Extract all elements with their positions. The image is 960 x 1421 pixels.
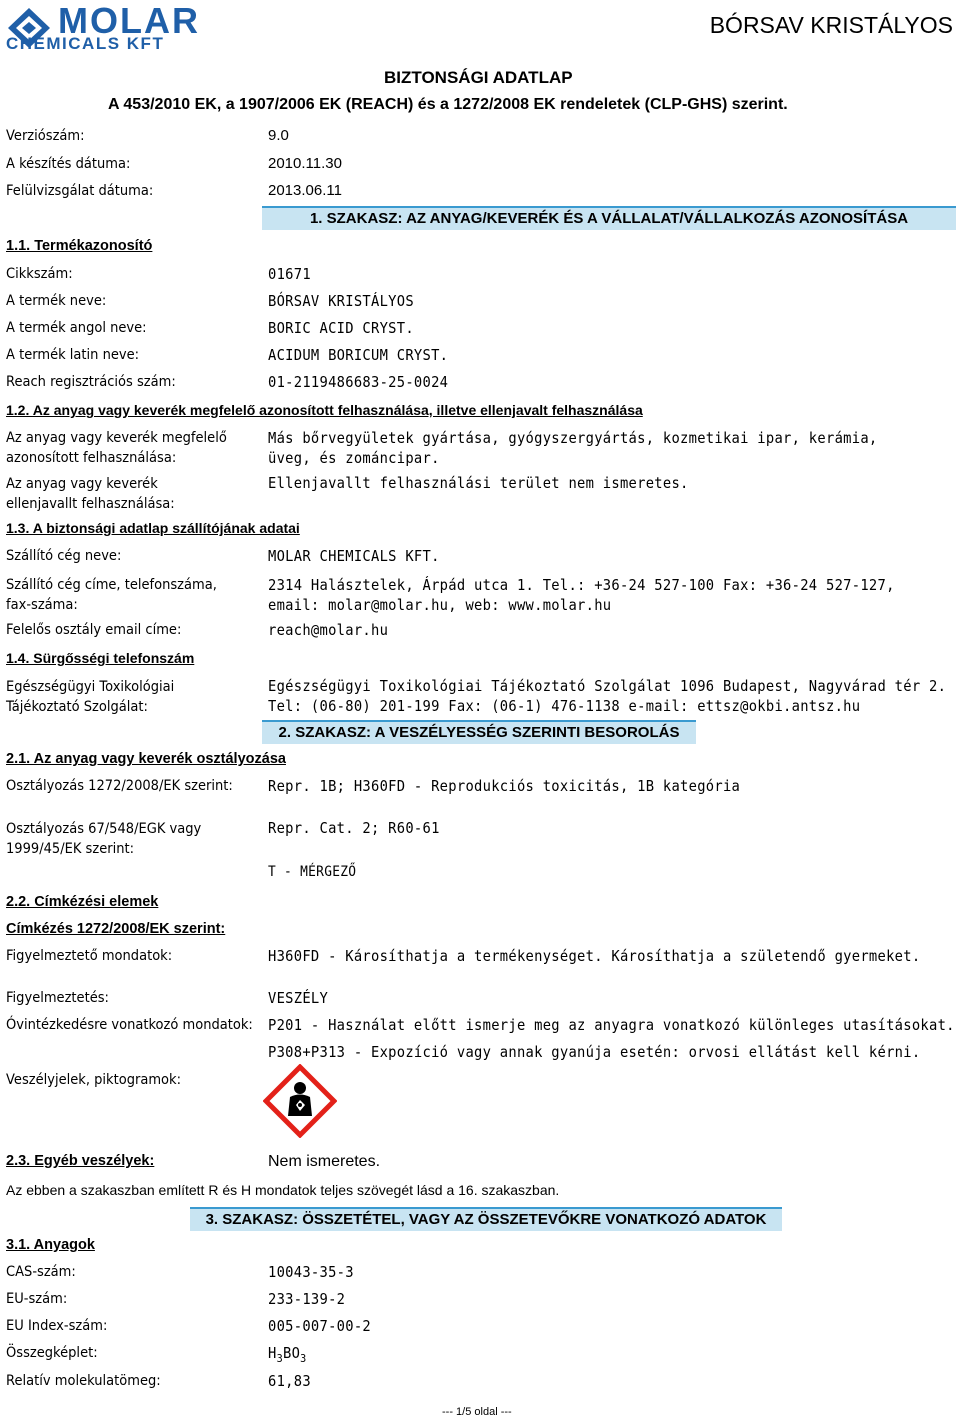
hazard-statements-label: Figyelmeztető mondatok: [6, 948, 173, 964]
product-name-value: BÓRSAV KRISTÁLYOS [268, 292, 414, 310]
emergency-value-line-2: Tel: (06-80) 201-199 Fax: (06-1) 476-1138 e-mail: ettsz@okbi.antsz.hu [268, 697, 861, 715]
logo-name: MOLAR [58, 0, 200, 41]
item-number-label: Cikkszám: [6, 266, 73, 282]
section-2-3-heading: 2.3. Egyéb veszélyek: [6, 1153, 155, 1169]
section-2-2-heading: 2.2. Címkézési elemek [6, 894, 159, 910]
section-1-4-heading: 1.4. Sürgősségi telefonszám [6, 650, 195, 666]
identified-use-label: Az anyag vagy keverék megfelelő azonosított felhasználása: [6, 430, 227, 466]
molecular-weight-value: 61,83 [268, 1372, 311, 1390]
version-value: 9.0 [268, 127, 289, 144]
contraindicated-use-label: Az anyag vagy keverék ellenjavallt felhasználása: [6, 476, 175, 512]
precautionary-statement-2: P308+P313 - Expozíció vagy annak gyanúja esetén: orvosi ellátást kell kérni. [268, 1043, 921, 1061]
supplier-address-value: 2314 Halásztelek, Árpád utca 1. Tel.: +36-24 527-100 Fax: +36-24 527-127, email: molar@molar.hu, web: www.molar.hu [268, 576, 895, 614]
precautionary-statements-label: Óvintézkedésre vonatkozó mondatok: [6, 1017, 253, 1033]
molecular-weight-label: Relatív molekulatömeg: [6, 1373, 161, 1389]
health-hazard-ghs08-icon [263, 1064, 337, 1138]
created-date-label: A készítés dátuma: [6, 156, 131, 172]
eu-number-value: 233-139-2 [268, 1290, 346, 1308]
supplier-name-value: MOLAR CHEMICALS KFT. [268, 547, 440, 565]
other-hazards-value: Nem ismeretes. [268, 1153, 381, 1170]
formula-h: H [268, 1344, 277, 1362]
formula-label: Összegképlet: [6, 1345, 98, 1361]
company-logo [6, 0, 226, 53]
section-1-2-heading: 1.2. Az anyag vagy keverék megfelelő azonosított felhasználása, illetve ellenjavalt felhasználása [6, 402, 643, 418]
clp-classification-label: Osztályozás 1272/2008/EK szerint: [6, 778, 233, 794]
clp-labelling-subheading: Címkézés 1272/2008/EK szerint: [6, 921, 226, 937]
clp-classification-value: Repr. 1B; H360FD - Reprodukciós toxicitás, 1B kategória [268, 777, 741, 795]
contraindicated-use-value: Ellenjavallt felhasználási terület nem ismeretes. [268, 474, 689, 492]
responsible-email-label: Felelős osztály email címe: [6, 622, 182, 638]
section-1-header: 1. SZAKASZ: AZ ANYAG/KEVERÉK ÉS A VÁLLALAT/VÁLLALKOZÁS AZONOSÍTÁSA [262, 206, 956, 230]
product-name-label: A termék neve: [6, 293, 107, 309]
english-name-label: A termék angol neve: [6, 320, 147, 336]
item-number-value: 01671 [268, 265, 311, 283]
section-3-1-heading: 3.1. Anyagok [6, 1237, 95, 1253]
supplier-name-label: Szállító cég neve: [6, 548, 122, 564]
page-footer: --- 1/5 oldal --- [442, 1406, 512, 1418]
revision-date-label: Felülvizsgálat dátuma: [6, 183, 154, 199]
reach-number-label: Reach regisztrációs szám: [6, 374, 176, 390]
created-date-value: 2010.11.30 [268, 155, 342, 172]
reach-number-value: 01-2119486683-25-0024 [268, 373, 449, 391]
formula-value [268, 1344, 307, 1365]
eu-index-number-value: 005-007-00-2 [268, 1317, 372, 1335]
section-1-3-heading: 1.3. A biztonsági adatlap szállítójának adatai [6, 520, 300, 536]
eu-index-number-label: EU Index-szám: [6, 1318, 108, 1334]
hazard-statements-value: H360FD - Károsíthatja a termékenységet. Károsíthatja a születendő gyermeket. [268, 947, 921, 965]
supplier-address-label: Szállító cég címe, telefonszáma, fax-száma: [6, 577, 217, 613]
emergency-value-line-1: Egészségügyi Toxikológiai Tájékoztató Szolgálat 1096 Budapest, Nagyvárad tér 2. [268, 677, 947, 695]
signal-word-label: Figyelmeztetés: [6, 990, 109, 1006]
english-name-value: BORIC ACID CRYST. [268, 319, 414, 337]
section-2-1-heading: 2.1. Az anyag vagy keverék osztályozása [6, 751, 286, 767]
section-2-header: 2. SZAKASZ: A VESZÉLYESSÉG SZERINTI BESOROLÁS [262, 720, 696, 744]
emergency-label: Egészségügyi Toxikológiai Tájékoztató Szolgálat: [6, 679, 175, 715]
document-subtitle: A 453/2010 EK, a 1907/2006 EK (REACH) és a 1272/2008 EK rendeletek (CLP-GHS) szerint. [108, 96, 788, 113]
cas-number-label: CAS-szám: [6, 1264, 76, 1280]
precautionary-statement-1: P201 - Használat előtt ismerje meg az anyagra vonatkozó különleges utasításokat. [268, 1016, 955, 1034]
formula-o-subscript: 3 [300, 1352, 307, 1365]
identified-use-value: Más bőrvegyületek gyártása, gyógyszergyártás, kozmetikai ipar, kerámia, üveg, és zománcipar. [268, 429, 878, 467]
logo-subtitle: CHEMICALS KFT [6, 34, 165, 53]
latin-name-value: ACIDUM BORICUM CRYST. [268, 346, 449, 364]
eu-number-label: EU-szám: [6, 1291, 68, 1307]
dsd-classification-label: Osztályozás 67/548/EGK vagy 1999/45/EK szerint: [6, 821, 202, 857]
pictograms-label: Veszélyjelek, piktogramok: [6, 1072, 182, 1088]
product-title: BÓRSAV KRISTÁLYOS [709, 12, 953, 38]
responsible-email-value: reach@molar.hu [268, 621, 389, 639]
dsd-hazard-symbol: T - MÉRGEZŐ [268, 864, 357, 880]
version-label: Verziószám: [6, 128, 85, 144]
dsd-classification-value: Repr. Cat. 2; R60-61 [268, 819, 440, 837]
section-1-1-heading: 1.1. Termékazonosító [6, 238, 153, 254]
cas-number-value: 10043-35-3 [268, 1263, 354, 1281]
r-h-statements-note: Az ebben a szakaszban említett R és H mondatok teljes szövegét lásd a 16. szakaszban. [6, 1182, 560, 1198]
formula-bo: BO [282, 1344, 301, 1362]
formula-h-subscript: 3 [276, 1352, 283, 1365]
revision-date-value: 2013.06.11 [268, 182, 342, 199]
section-3-header: 3. SZAKASZ: ÖSSZETÉTEL, VAGY AZ ÖSSZETEVŐKRE VONATKOZÓ ADATOK [190, 1207, 782, 1231]
document-title: BIZTONSÁGI ADATLAP [384, 68, 573, 87]
latin-name-label: A termék latin neve: [6, 347, 140, 363]
signal-word-value: VESZÉLY [268, 989, 329, 1007]
